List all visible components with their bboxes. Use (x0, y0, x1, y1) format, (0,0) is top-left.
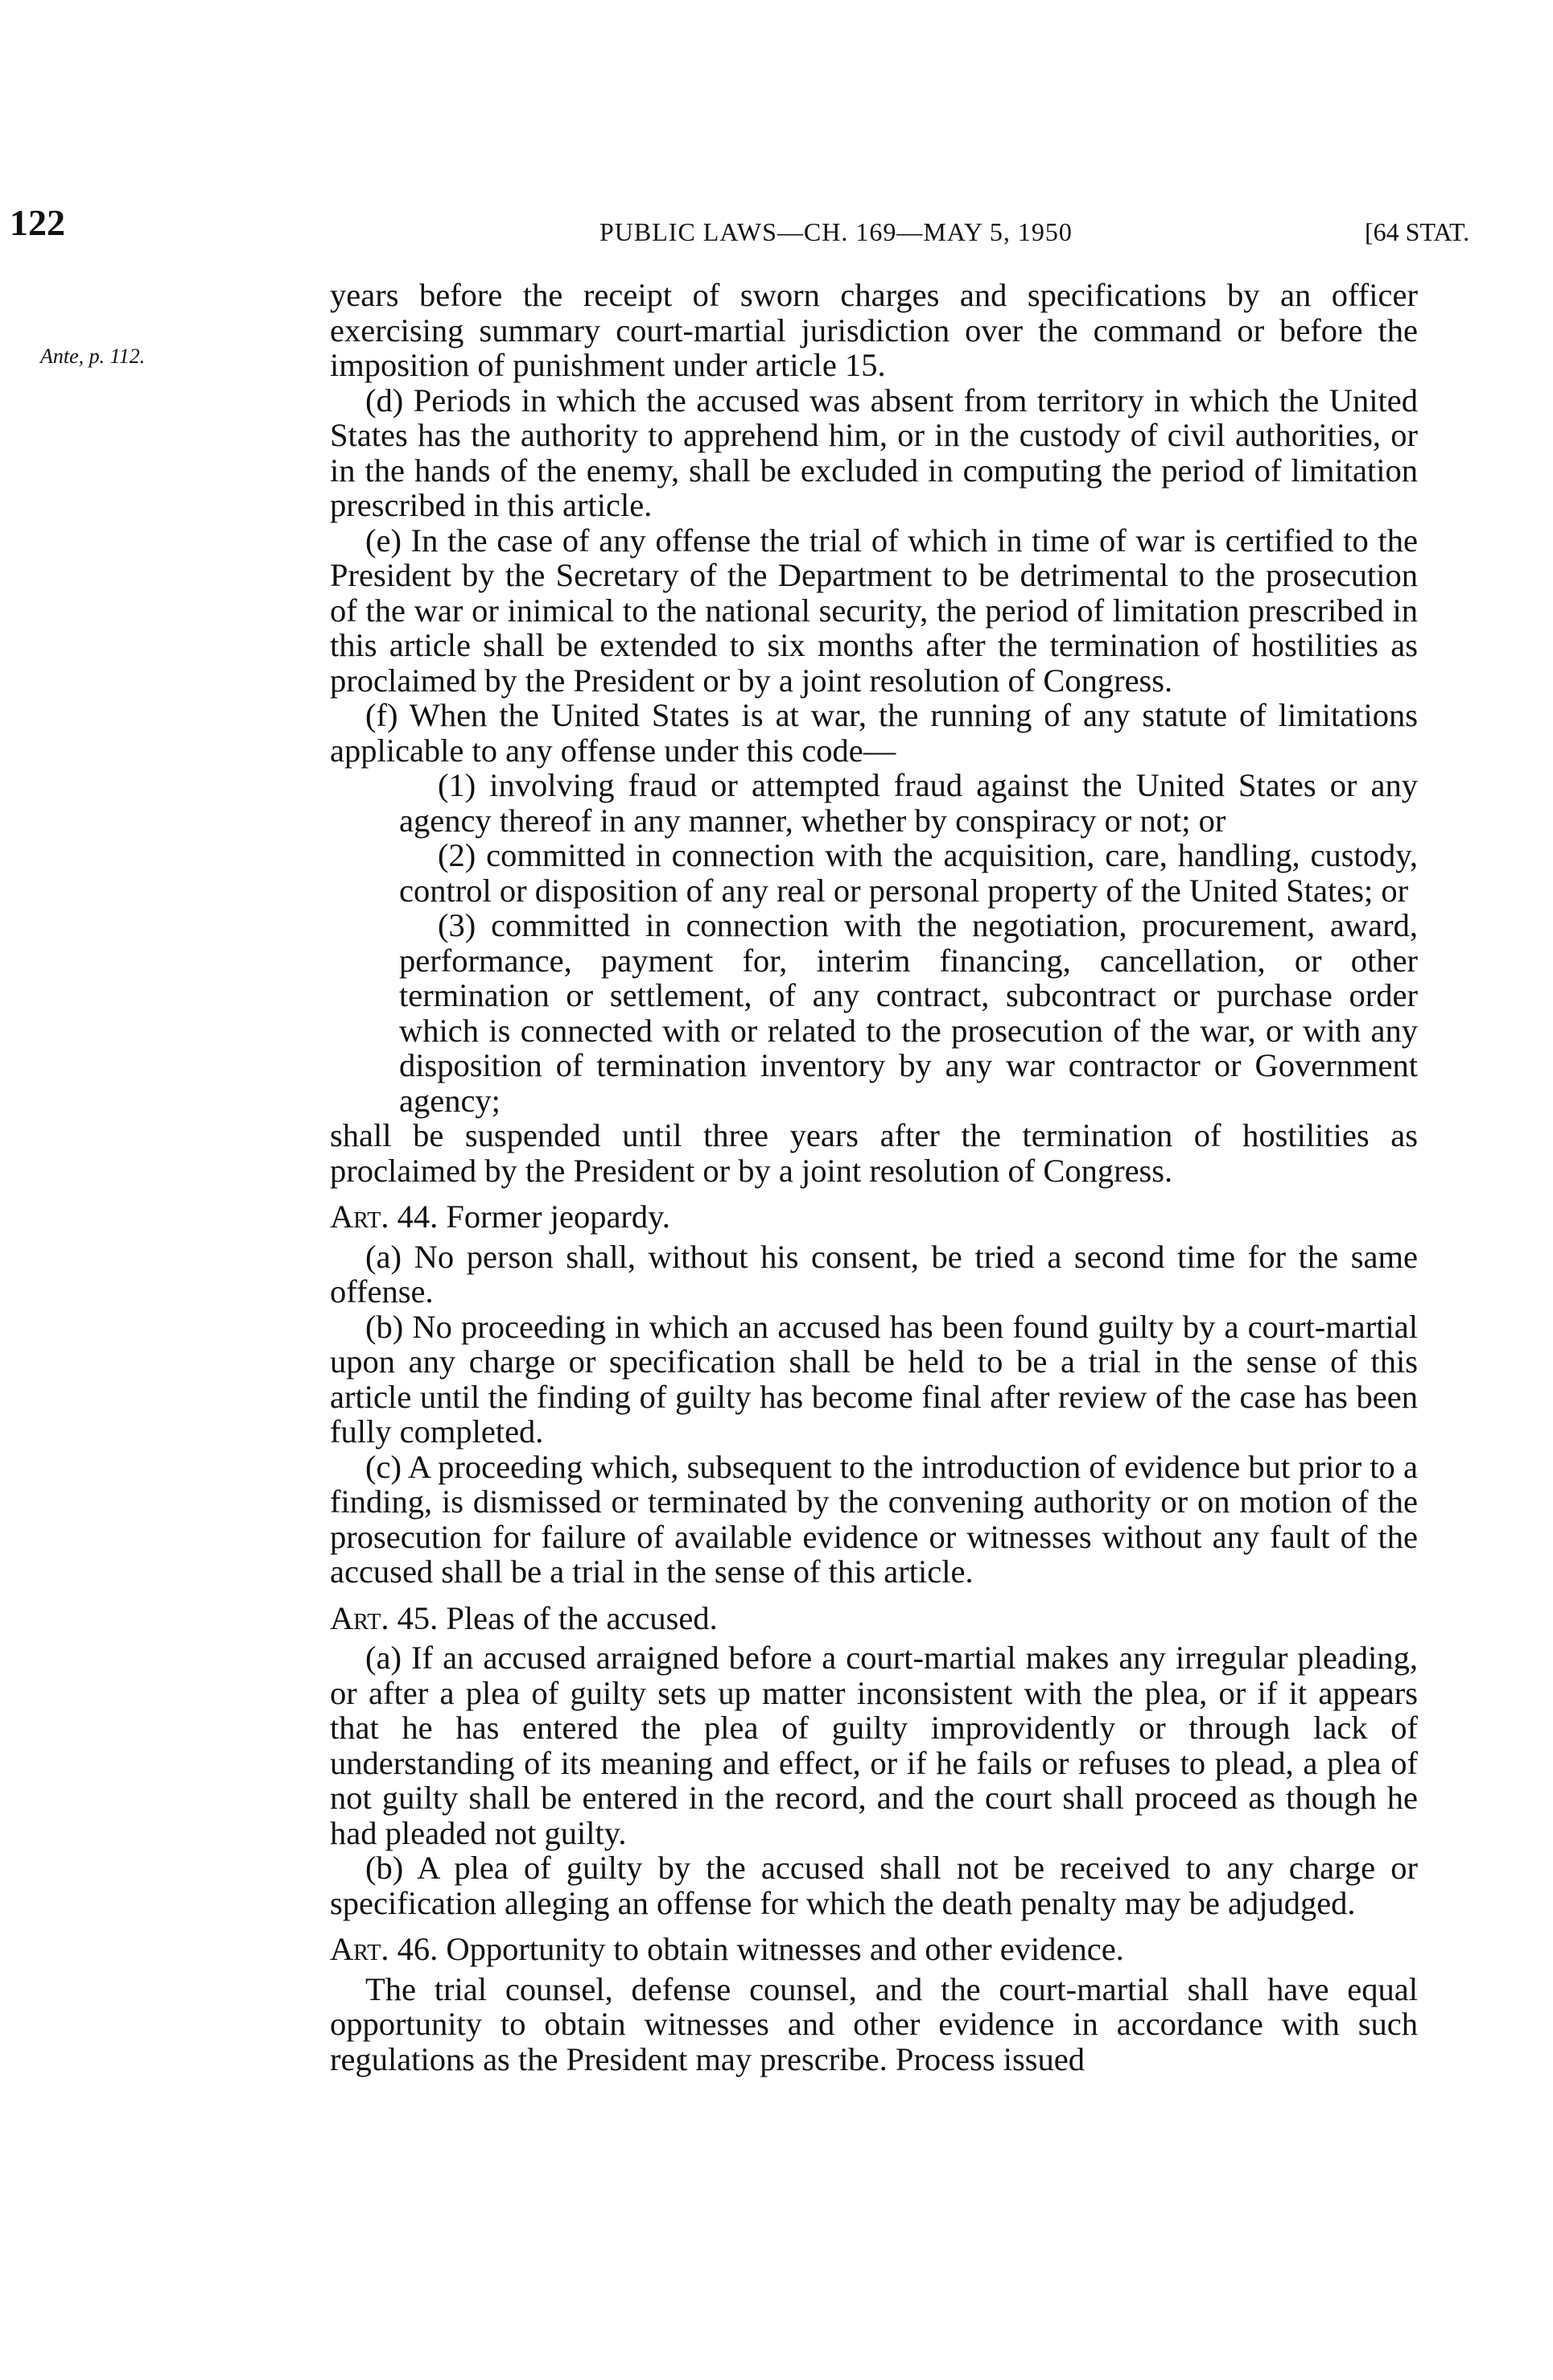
volume-reference: [64 STAT. (1365, 217, 1470, 246)
article-46-heading (330, 1932, 1418, 1967)
paragraph-f3: (3) committed in connection with the negotiation, procurement, award, performance, payment for, interim financing, cancellation, or other termination or settlement, of any contract, subcontract or purchase order which is connected with or related to the prosecution of the war, or with any disposition of termination inventory by any war contractor or Government agency; (399, 907, 1418, 1119)
article-45-title: 45. Pleas of the accused. (397, 1599, 718, 1636)
article-44-b: (b) No proceeding in which an accused has been found guilty by a court-martial upon any charge or specification shall be held to be a trial in the sense of this article until the finding of guilty has become final after review of the case has been fully completed. (330, 1308, 1418, 1450)
article-46-label: Art. (330, 1931, 389, 1967)
body-text (330, 278, 1418, 2077)
article-44-c: (c) A proceeding which, subsequent to the introduction of evidence but prior to a finding, is dismissed or terminated by the convening authority or on motion of the prosecution for failure of available evidence or witnesses without any fault of the accused shall be a trial in the sense of this article. (330, 1448, 1418, 1590)
article-44-a: (a) No person shall, without his consent, be tried a second time for the same offense. (330, 1238, 1418, 1310)
article-44-title: 44. Former jeopardy. (397, 1198, 670, 1235)
margin-note: Ante, p. 112. (40, 344, 146, 368)
article-45-b: (b) A plea of guilty by the accused shall not be received to any charge or specification alleging an offense for which the death penalty may be adjudged. (330, 1850, 1418, 1921)
article-46-title: 46. Opportunity to obtain witnesses and other evidence. (397, 1931, 1124, 1967)
article-44-heading (330, 1199, 1418, 1235)
page-number: 122 (10, 202, 65, 243)
article-45-label: Art. (330, 1599, 389, 1636)
paragraph-e: (e) In the case of any offense the trial of which in time of war is certified to the President by the Secretary of the Department to be detrimental to the prosecution of the war or inimical to the national security, the period of limitation prescribed in this article shall be extended to six months after the termination of hostilities as proclaimed by the President or by a joint resolution of Congress. (330, 522, 1418, 699)
article-46-text: The trial counsel, defense counsel, and the court-martial shall have equal opportunity to obtain witnesses and other evidence in accordance with such regulations as the President may prescribe. Process issued (330, 1970, 1418, 2077)
paragraph-continued: years before the receipt of sworn charges and specifications by an officer exercising summary court-martial jurisdiction over the command or before the imposition of punishment under article 15. (330, 277, 1418, 383)
paragraph-d: (d) Periods in which the accused was absent from territory in which the United States has the authority to apprehend him, or in the custody of civil authorities, or in the hands of the enemy, shall be excluded in computing the period of limitation prescribed in this article. (330, 382, 1418, 523)
article-45-heading (330, 1601, 1418, 1636)
paragraph-f-tail: shall be suspended until three years after the termination of hostilities as proclaimed by the President or by a joint resolution of Congress. (330, 1117, 1418, 1189)
article-45-a: (a) If an accused arraigned before a court-martial makes any irregular pleading, or after a plea of guilty sets up matter inconsistent with the plea, or if it appears that he has entered the plea of guilty improvidently or through lack of understanding of its meaning and effect, or if he fails or refuses to plead, a plea of not guilty shall be entered in the record, and the court shall proceed as though he had pleaded not guilty. (330, 1640, 1418, 1851)
paragraph-f: (f) When the United States is at war, the running of any statute of limitations applicable to any offense under this code— (330, 697, 1418, 769)
article-44-label: Art. (330, 1198, 389, 1235)
paragraph-f2: (2) committed in connection with the acquisition, care, handling, custody, control or disposition of any real or personal property of the United States; or (399, 837, 1418, 909)
paragraph-f1: (1) involving fraud or attempted fraud against the United States or any agency thereof in any manner, whether by conspiracy or not; or (399, 767, 1418, 839)
running-head: PUBLIC LAWS—CH. 169—MAY 5, 1950 (599, 217, 1073, 246)
